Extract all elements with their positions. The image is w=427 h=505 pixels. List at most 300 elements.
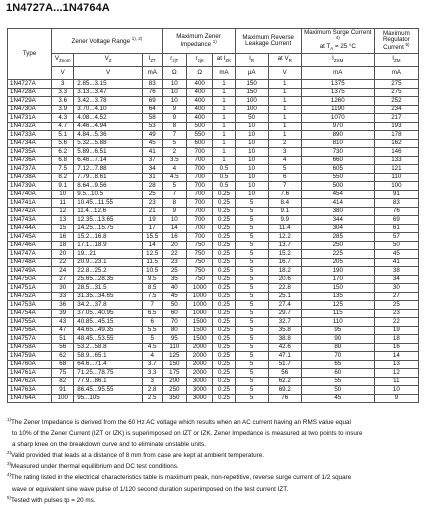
at-izk-cell: 0.25	[213, 275, 235, 284]
vz-range-cell: 12.35...13.65	[74, 216, 142, 225]
izsm-cell: 45	[301, 394, 374, 403]
vz-range-cell: 7.79...8.61	[74, 173, 142, 182]
rzk-cell: 3000	[186, 377, 213, 386]
rzt-cell: 3.5	[162, 156, 186, 165]
izt-cell: 28	[142, 182, 162, 191]
vznom-cell: 7.5	[52, 165, 74, 174]
rzt-cell: 80	[162, 326, 186, 335]
type-cell: 1N4754A	[8, 309, 52, 318]
at-izk-cell: 1	[213, 114, 235, 123]
type-cell: 1N4728A	[8, 88, 52, 97]
at-izk-cell: 0.25	[213, 343, 235, 352]
at-vr-cell: 1	[268, 97, 301, 106]
ir-cell: 5	[235, 360, 268, 369]
izsm-cell: 550	[301, 173, 374, 182]
izt-cell: 5	[142, 335, 162, 344]
at-izk-cell: 1	[213, 148, 235, 157]
rzk-cell: 750	[186, 275, 213, 284]
izsm-cell: 1260	[301, 97, 374, 106]
footnote-text: Measured under thermal equilibrium and DC test conditions.	[11, 463, 179, 471]
table-row	[8, 105, 419, 114]
vznom-cell: 3.6	[52, 97, 74, 106]
ir-cell: 10	[235, 182, 268, 191]
vz-range-cell: 48.45...53.55	[74, 335, 142, 344]
vznom-cell: 6.2	[52, 148, 74, 157]
vznom-cell: 5.6	[52, 139, 74, 148]
unit-rzt: Ω	[162, 67, 186, 80]
table-row	[8, 88, 419, 97]
vz-range-cell: 3.13...3.47	[74, 88, 142, 97]
type-cell: 1N4760A	[8, 360, 52, 369]
izsm-cell: 110	[301, 318, 374, 327]
vznom-cell: 43	[52, 318, 74, 327]
ir-cell: 5	[235, 250, 268, 259]
vz-range-cell: 64.6...71.4	[74, 360, 142, 369]
izm-cell: 27	[374, 292, 418, 301]
at-vr-cell: 56	[268, 369, 301, 378]
vznom-cell: 4.3	[52, 114, 74, 123]
vz-range-cell: 7.12...7.88	[74, 165, 142, 174]
ir-cell: 10	[235, 156, 268, 165]
type-cell: 1N4749A	[8, 267, 52, 276]
izm-cell: 34	[374, 275, 418, 284]
type-cell: 1N4732A	[8, 122, 52, 131]
vznom-cell: 47	[52, 326, 74, 335]
table-row	[8, 139, 419, 148]
izm-cell: 217	[374, 114, 418, 123]
rzt-cell: 125	[162, 352, 186, 361]
rzk-cell: 1000	[186, 309, 213, 318]
at-vr-cell: 27.4	[268, 301, 301, 310]
table-row	[8, 156, 419, 165]
izsm-cell: 80	[301, 343, 374, 352]
rzk-cell: 2000	[186, 360, 213, 369]
izsm-cell: 285	[301, 233, 374, 242]
at-izk-cell: 0.5	[213, 182, 235, 191]
vznom-cell: 6.8	[52, 156, 74, 165]
izsm-cell: 115	[301, 309, 374, 318]
izt-cell: 69	[142, 97, 162, 106]
rzt-cell: 95	[162, 335, 186, 344]
at-izk-cell: 0.25	[213, 386, 235, 395]
ir-cell: 5	[235, 224, 268, 233]
page-title: 1N4727A...1N4764A	[6, 2, 110, 14]
table-row	[8, 131, 419, 140]
at-izk-cell: 0.25	[213, 241, 235, 250]
type-cell: 1N4747A	[8, 250, 52, 259]
izsm-cell: 95	[301, 326, 374, 335]
footnote-ref: 4)	[7, 472, 12, 478]
max-leakage-header: Maximum Reverse Leakage Current	[235, 29, 301, 54]
izsm-cell: 70	[301, 352, 374, 361]
ir-cell: 5	[235, 241, 268, 250]
rzk-cell: 1500	[186, 326, 213, 335]
at-vr-cell: 69.2	[268, 386, 301, 395]
vznom-cell: 5.1	[52, 131, 74, 140]
at-izk-cell: 0.25	[213, 394, 235, 403]
table-row	[8, 148, 419, 157]
izm-cell: 9	[374, 394, 418, 403]
table-row	[8, 258, 419, 267]
ir-header: $I_R$	[235, 54, 268, 67]
izt-cell: 6.5	[142, 309, 162, 318]
vz-range-cell: 37.05...40.95	[74, 309, 142, 318]
rzk-cell: 700	[186, 182, 213, 191]
rzk-cell: 750	[186, 241, 213, 250]
izsm-cell: 810	[301, 139, 374, 148]
vz-range-cell: 4.46...4.94	[74, 122, 142, 131]
at-vr-cell: 35.8	[268, 326, 301, 335]
izt-cell: 23	[142, 199, 162, 208]
izm-cell: 12	[374, 369, 418, 378]
rzk-header: $r_{zjK}$	[186, 54, 213, 67]
table-row	[8, 216, 419, 225]
rzk-cell: 400	[186, 88, 213, 97]
izsm-header: $I_{ZSM}$	[301, 54, 374, 67]
izt-header: $I_{ZT}$	[142, 54, 162, 67]
at-vr-cell: 29.7	[268, 309, 301, 318]
rzt-cell: 350	[162, 394, 186, 403]
rzt-cell: 4.5	[162, 173, 186, 182]
izt-cell: 58	[142, 114, 162, 123]
rzt-cell: 20	[162, 241, 186, 250]
ir-cell: 5	[235, 216, 268, 225]
izm-cell: 57	[374, 233, 418, 242]
at-vr-cell: 15.2	[268, 250, 301, 259]
izt-cell: 3	[142, 377, 162, 386]
vz-range-cell: 25.65...28.35	[74, 275, 142, 284]
izt-cell: 76	[142, 88, 162, 97]
izt-cell: 6	[142, 318, 162, 327]
footnote-line	[7, 427, 421, 438]
footnote-line	[7, 494, 421, 505]
ir-cell: 5	[235, 394, 268, 403]
ir-cell: 5	[235, 318, 268, 327]
izm-cell: 23	[374, 309, 418, 318]
rzk-cell: 1000	[186, 292, 213, 301]
izm-cell: 162	[374, 139, 418, 148]
rzt-cell: 175	[162, 369, 186, 378]
at-vr-cell: 62.2	[268, 377, 301, 386]
at-izk-header: at $I_{ZK}$	[213, 54, 235, 67]
at-izk-cell: 0.25	[213, 284, 235, 293]
unit-rzk: Ω	[186, 67, 213, 80]
at-vr-cell: 3	[268, 148, 301, 157]
izt-cell: 17	[142, 224, 162, 233]
at-izk-cell: 0.25	[213, 250, 235, 259]
rzt-cell: 22	[162, 250, 186, 259]
rzt-cell: 10	[162, 88, 186, 97]
rzt-cell: 8	[162, 122, 186, 131]
footnote-line	[7, 483, 421, 494]
table-row	[8, 275, 419, 284]
table-row	[8, 199, 419, 208]
at-izk-cell: 0.25	[213, 224, 235, 233]
at-vr-header: at $V_R$	[268, 54, 301, 67]
table-row	[8, 284, 419, 293]
unit-izm: mA	[374, 67, 418, 80]
table-row	[8, 394, 419, 403]
table-row	[8, 233, 419, 242]
rzk-cell: 700	[186, 199, 213, 208]
vz-range-cell: 10.45...11.55	[74, 199, 142, 208]
vz-range-cell: 77.9...86.1	[74, 377, 142, 386]
izsm-cell: 304	[301, 224, 374, 233]
vznom-cell: 91	[52, 386, 74, 395]
rzt-cell: 35	[162, 275, 186, 284]
izsm-cell: 1190	[301, 105, 374, 114]
izt-cell: 14	[142, 241, 162, 250]
unit-ir: µA	[235, 67, 268, 80]
vz-header: $V_Z$	[74, 54, 142, 67]
rzk-cell: 400	[186, 97, 213, 106]
izt-cell: 10.5	[142, 267, 162, 276]
izt-cell: 11.5	[142, 258, 162, 267]
at-izk-cell: 1	[213, 80, 235, 89]
izsm-cell: 730	[301, 148, 374, 157]
at-vr-cell: 22.8	[268, 284, 301, 293]
at-izk-cell: 0.25	[213, 233, 235, 242]
ir-cell: 10	[235, 122, 268, 131]
izm-cell: 11	[374, 377, 418, 386]
rzk-cell: 3000	[186, 386, 213, 395]
at-izk-cell: 1	[213, 122, 235, 131]
type-cell: 1N4734A	[8, 139, 52, 148]
type-cell: 1N4746A	[8, 241, 52, 250]
ir-cell: 10	[235, 190, 268, 199]
vznom-cell: 10	[52, 190, 74, 199]
type-cell: 1N4745A	[8, 233, 52, 242]
footnotes	[7, 416, 421, 505]
type-cell: 1N4763A	[8, 386, 52, 395]
izt-cell: 4	[142, 352, 162, 361]
vznom-cell: 4.7	[52, 122, 74, 131]
rzk-cell: 400	[186, 80, 213, 89]
rzk-cell: 600	[186, 139, 213, 148]
rzk-cell: 700	[186, 156, 213, 165]
table-row	[8, 326, 419, 335]
at-vr-cell: 4	[268, 156, 301, 165]
izt-cell: 45	[142, 139, 162, 148]
izsm-cell: 344	[301, 216, 374, 225]
vz-range-cell: 15.2...16.8	[74, 233, 142, 242]
vznom-cell: 12	[52, 207, 74, 216]
rzk-cell: 700	[186, 173, 213, 182]
at-izk-cell: 0.25	[213, 207, 235, 216]
vz-range-cell: 3.70...4.10	[74, 105, 142, 114]
at-izk-cell: 0.25	[213, 326, 235, 335]
table-row	[8, 114, 419, 123]
table-row	[8, 122, 419, 131]
table-body	[8, 80, 419, 403]
rzk-cell: 1000	[186, 301, 213, 310]
table-row	[8, 301, 419, 310]
izsm-cell: 170	[301, 275, 374, 284]
izt-cell: 64	[142, 105, 162, 114]
rzt-cell: 2	[162, 148, 186, 157]
izt-cell: 19	[142, 216, 162, 225]
type-cell: 1N4731A	[8, 114, 52, 123]
rzt-cell: 16	[162, 233, 186, 242]
vz-range-cell: 19...21	[74, 250, 142, 259]
izm-cell: 22	[374, 318, 418, 327]
vz-range-cell: 22.8...25.2	[74, 267, 142, 276]
ir-cell: 5	[235, 233, 268, 242]
ir-cell: 5	[235, 386, 268, 395]
izsm-cell: 414	[301, 199, 374, 208]
unit-vz: V	[74, 67, 142, 80]
ir-cell: 5	[235, 301, 268, 310]
vznom-header: $V_{Znom}$	[52, 54, 74, 67]
rzt-cell: 14	[162, 224, 186, 233]
ir-cell: 10	[235, 131, 268, 140]
izt-cell: 25	[142, 190, 162, 199]
rzk-cell: 400	[186, 114, 213, 123]
footnote-text: to 10% of the Zener Current (IZT or IZK) is superimposed on IZT or IZK. Zener Impedance is measured at two points to insure	[12, 430, 363, 438]
rzk-cell: 700	[186, 207, 213, 216]
izt-cell: 3.7	[142, 360, 162, 369]
vz-range-cell: 4.08...4.52	[74, 114, 142, 123]
at-izk-cell: 0.25	[213, 377, 235, 386]
table-row	[8, 224, 419, 233]
rzt-cell: 10	[162, 216, 186, 225]
type-cell: 1N4757A	[8, 335, 52, 344]
footnote-ref: 5)	[7, 494, 12, 500]
vznom-cell: 22	[52, 258, 74, 267]
footnote-line	[7, 438, 421, 449]
izm-cell: 146	[374, 148, 418, 157]
at-vr-cell: 32.7	[268, 318, 301, 327]
rzk-cell: 550	[186, 131, 213, 140]
table-row	[8, 352, 419, 361]
type-cell: 1N4752A	[8, 292, 52, 301]
at-vr-cell: 16.7	[268, 258, 301, 267]
izt-cell: 3.3	[142, 369, 162, 378]
table-row	[8, 309, 419, 318]
izt-cell: 15.5	[142, 233, 162, 242]
footnote-text: The Zener Impedance is derived from the 60 Hz AC voltage which results when an AC current having an RMS value equal	[11, 419, 351, 427]
at-izk-cell: 0.25	[213, 301, 235, 310]
izm-cell: 30	[374, 284, 418, 293]
ir-cell: 5	[235, 258, 268, 267]
vz-range-cell: 53.2...58.8	[74, 343, 142, 352]
footnote-text: a sharp knee on the breakdown curve and to eliminate unstable units.	[12, 441, 206, 449]
rzt-cell: 9	[162, 114, 186, 123]
vznom-cell: 8.2	[52, 173, 74, 182]
izm-cell: 110	[374, 173, 418, 182]
ir-cell: 5	[235, 207, 268, 216]
izt-cell: 21	[142, 207, 162, 216]
vz-range-cell: 14.25...15.75	[74, 224, 142, 233]
at-izk-cell: 0.25	[213, 318, 235, 327]
footnote-text: Valid provided that leads at a distance of 8 mm from case are kept at ambient temperature.	[11, 452, 264, 460]
izt-cell: 34	[142, 165, 162, 174]
izm-cell: 275	[374, 80, 418, 89]
type-cell: 1N4730A	[8, 105, 52, 114]
rzk-cell: 750	[186, 250, 213, 259]
type-cell: 1N4741A	[8, 199, 52, 208]
type-cell: 1N4751A	[8, 284, 52, 293]
table-row	[8, 165, 419, 174]
at-vr-cell: 11.4	[268, 224, 301, 233]
rzk-cell: 750	[186, 258, 213, 267]
izm-cell: 275	[374, 88, 418, 97]
izsm-cell: 65	[301, 360, 374, 369]
izm-cell: 61	[374, 224, 418, 233]
vz-range-cell: 5.32...5.88	[74, 139, 142, 148]
zener-spec-table	[7, 28, 419, 403]
at-vr-cell: 1	[268, 131, 301, 140]
vz-range-cell: 3.42...3.78	[74, 97, 142, 106]
vz-range-cell: 17.1...18.9	[74, 241, 142, 250]
type-cell: 1N4750A	[8, 275, 52, 284]
ir-cell: 5	[235, 309, 268, 318]
table-row	[8, 173, 419, 182]
izt-cell: 2.5	[142, 394, 162, 403]
ir-cell: 5	[235, 326, 268, 335]
table-row	[8, 97, 419, 106]
at-vr-cell: 12.2	[268, 233, 301, 242]
type-cell: 1N4727A	[8, 80, 52, 89]
ir-cell: 5	[235, 377, 268, 386]
izm-cell: 18	[374, 335, 418, 344]
type-cell: 1N4761A	[8, 369, 52, 378]
table-row	[8, 80, 419, 89]
zener-voltage-header: Zener Voltage Range $^{1), 2)}$	[52, 29, 162, 54]
rzt-cell: 23	[162, 258, 186, 267]
izm-cell: 45	[374, 250, 418, 259]
unit-izsm: mA	[301, 67, 374, 80]
at-izk-cell: 0.25	[213, 360, 235, 369]
at-vr-cell: 76	[268, 394, 301, 403]
footnote-text: Tested with pulses tp = 20 ms.	[11, 496, 96, 504]
izsm-cell: 250	[301, 241, 374, 250]
vz-range-cell: 71.25...78.75	[74, 369, 142, 378]
footnote-ref: 3)	[7, 461, 12, 467]
unit-izt: mA	[142, 67, 162, 80]
at-izk-cell: 1	[213, 105, 235, 114]
type-cell: 1N4740A	[8, 190, 52, 199]
type-cell: 1N4735A	[8, 148, 52, 157]
vz-range-cell: 34.2...37.8	[74, 301, 142, 310]
type-cell: 1N4744A	[8, 224, 52, 233]
vznom-cell: 16	[52, 233, 74, 242]
vznom-cell: 51	[52, 335, 74, 344]
footnote-line	[7, 416, 421, 427]
rzt-cell: 200	[162, 377, 186, 386]
at-vr-cell: 1	[268, 88, 301, 97]
table-row	[8, 241, 419, 250]
izsm-cell: 500	[301, 182, 374, 191]
vz-range-cell: 11.4...12.6	[74, 207, 142, 216]
type-cell: 1N4738A	[8, 173, 52, 182]
izt-cell: 7	[142, 301, 162, 310]
type-cell: 1N4759A	[8, 352, 52, 361]
footnote-line	[7, 460, 421, 471]
vznom-cell: 20	[52, 250, 74, 259]
at-vr-cell: 1	[268, 105, 301, 114]
izt-cell: 8.5	[142, 284, 162, 293]
ir-cell: 5	[235, 267, 268, 276]
type-cell: 1N4762A	[8, 377, 52, 386]
rzk-cell: 750	[186, 267, 213, 276]
table-row	[8, 369, 419, 378]
max-impedance-header: Maximum Zener Impedance $^{1)}$	[162, 29, 235, 54]
vznom-cell: 27	[52, 275, 74, 284]
at-izk-cell: 0.25	[213, 267, 235, 276]
table-row	[8, 207, 419, 216]
table-row	[8, 182, 419, 191]
